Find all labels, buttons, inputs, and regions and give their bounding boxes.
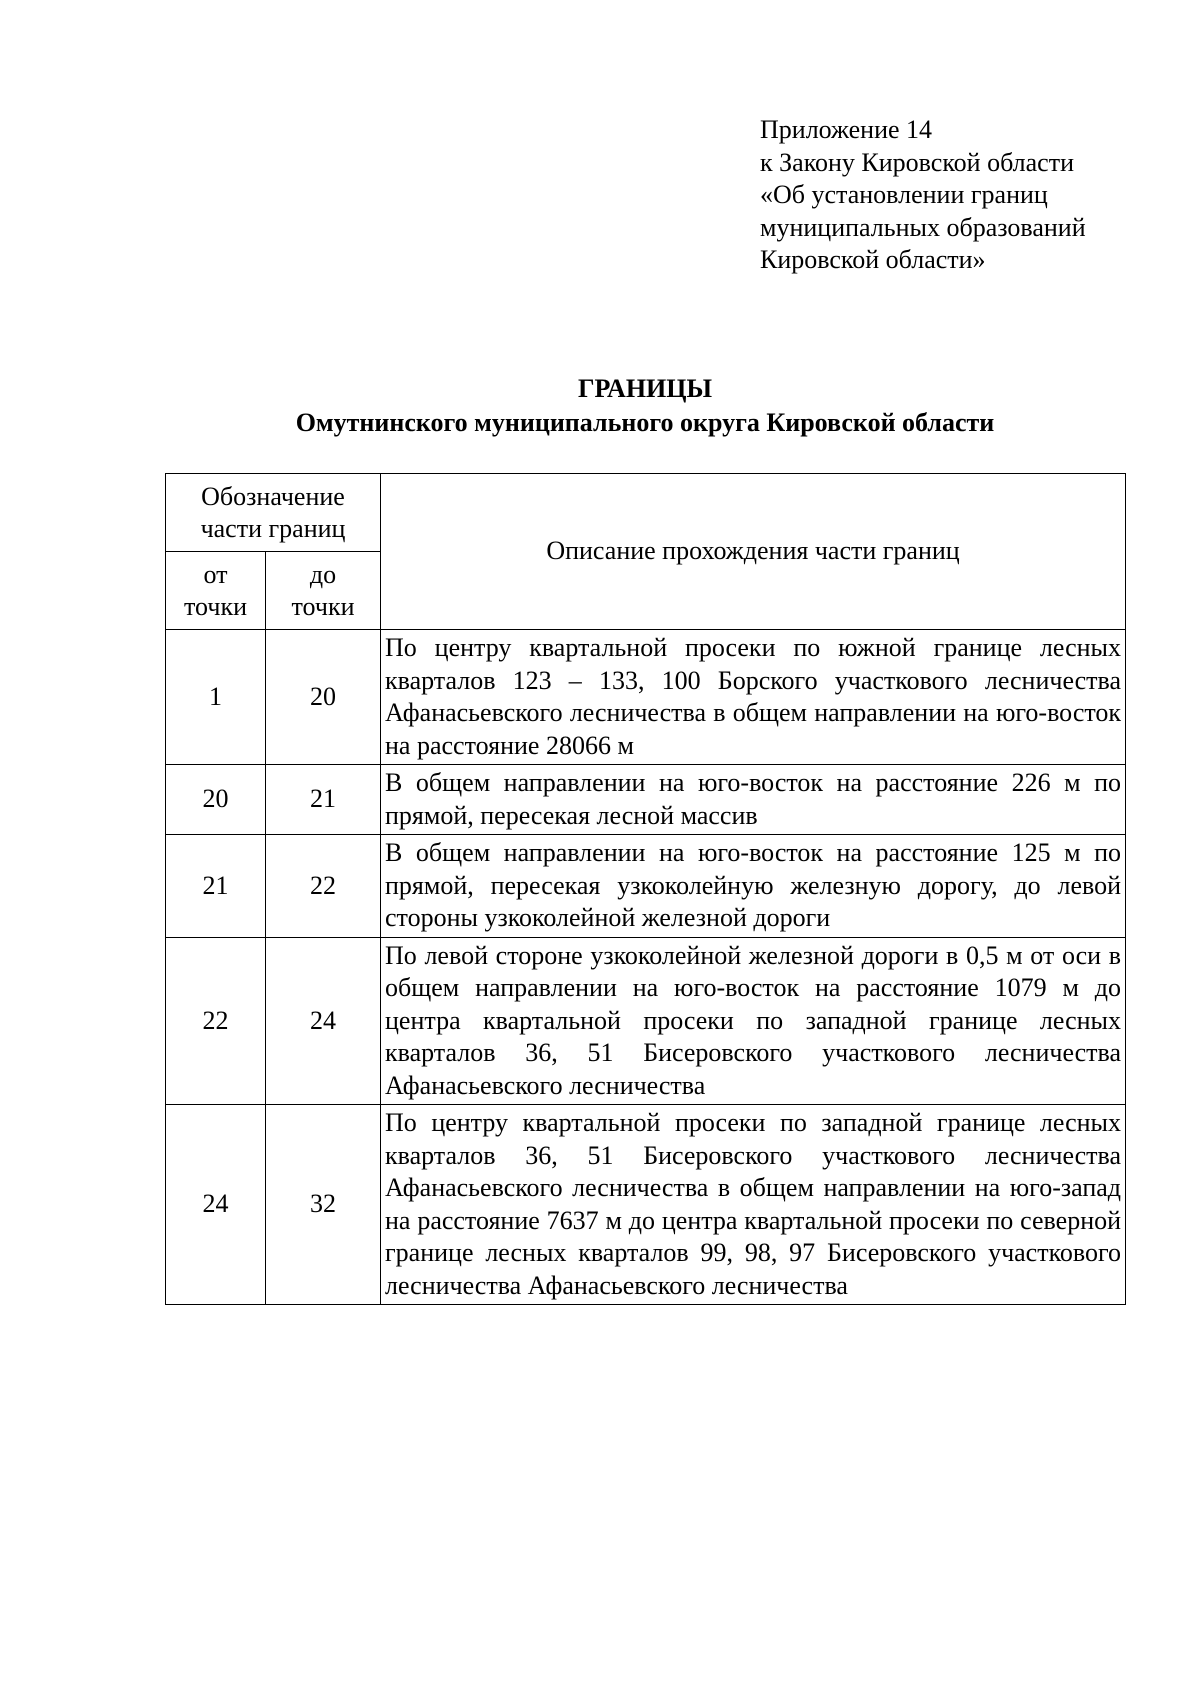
description-header: Описание прохождения части границ bbox=[381, 474, 1126, 630]
to-header-line-2: точки bbox=[291, 591, 355, 621]
description-cell: По центру квартальной просеки по западной границе лесных кварталов 36, 51 Бисеровского участкового лесничества Афанасьевского лесничества в общем направлении на юго-запад на расстояние 7637 м до центра квартальной просеки по северной границе лесных кварталов 99, 98, 97 Бисеровского участкового лесничества Афанасьевского лесничества bbox=[381, 1105, 1126, 1305]
table-row bbox=[166, 835, 1126, 938]
from-point-cell: 22 bbox=[166, 937, 266, 1105]
to-point-cell: 32 bbox=[266, 1105, 381, 1305]
from-header-line-1: от bbox=[203, 559, 228, 589]
appendix-line: Кировской области» bbox=[760, 245, 986, 274]
description-cell: В общем направлении на юго-восток на расстояние 125 м по прямой, пересекая узкоколейную железную дорогу, до левой стороны узкоколейной железной дороги bbox=[381, 835, 1126, 938]
designation-header-line-2: части границ bbox=[200, 513, 346, 543]
title-line-1: ГРАНИЦЫ bbox=[577, 374, 713, 403]
designation-header-line-1: Обозначение bbox=[201, 481, 345, 511]
from-point-cell: 21 bbox=[166, 835, 266, 938]
appendix-line: к Закону Кировской области bbox=[760, 147, 1074, 177]
designation-header bbox=[166, 474, 381, 552]
to-point-header bbox=[266, 552, 381, 630]
to-point-cell: 24 bbox=[266, 937, 381, 1105]
description-cell: По центру квартальной просеки по южной границе лесных кварталов 123 – 133, 100 Борского участкового лесничества Афанасьевского лесничества в общем направлении на юго-восток на расстояние 28066 м bbox=[381, 630, 1126, 765]
appendix-reference bbox=[760, 114, 1086, 277]
from-point-cell: 24 bbox=[166, 1105, 266, 1305]
appendix-line: Приложение 14 bbox=[760, 115, 933, 144]
table-row bbox=[166, 1105, 1126, 1305]
to-point-cell: 22 bbox=[266, 835, 381, 938]
description-cell: По левой стороне узкоколейной железной дороги в 0,5 м от оси в общем направлении на юго-восток на расстояние 1079 м до центра квартальной просеки по западной границе лесных кварталов 36, 51 Бисеровского участкового лесничества Афанасьевского лесничества bbox=[381, 937, 1126, 1105]
from-header-line-2: точки bbox=[184, 591, 247, 621]
from-point-header bbox=[166, 552, 266, 630]
to-header-line-1: до bbox=[309, 559, 337, 589]
title-line-2: Омутнинского муниципального округа Кировской области bbox=[295, 408, 995, 437]
to-point-cell: 20 bbox=[266, 630, 381, 765]
appendix-line: «Об установлении границ bbox=[760, 180, 1048, 209]
table-header-row bbox=[166, 474, 1126, 552]
from-point-cell: 1 bbox=[166, 630, 266, 765]
document-title bbox=[0, 372, 1200, 440]
description-cell: В общем направлении на юго-восток на расстояние 226 м по прямой, пересекая лесной массив bbox=[381, 765, 1126, 835]
table-row bbox=[166, 937, 1126, 1105]
appendix-line: муниципальных образований bbox=[760, 212, 1086, 242]
to-point-cell: 21 bbox=[266, 765, 381, 835]
from-point-cell: 20 bbox=[166, 765, 266, 835]
boundaries-table bbox=[165, 473, 1126, 1305]
table-row bbox=[166, 765, 1126, 835]
table-row bbox=[166, 630, 1126, 765]
